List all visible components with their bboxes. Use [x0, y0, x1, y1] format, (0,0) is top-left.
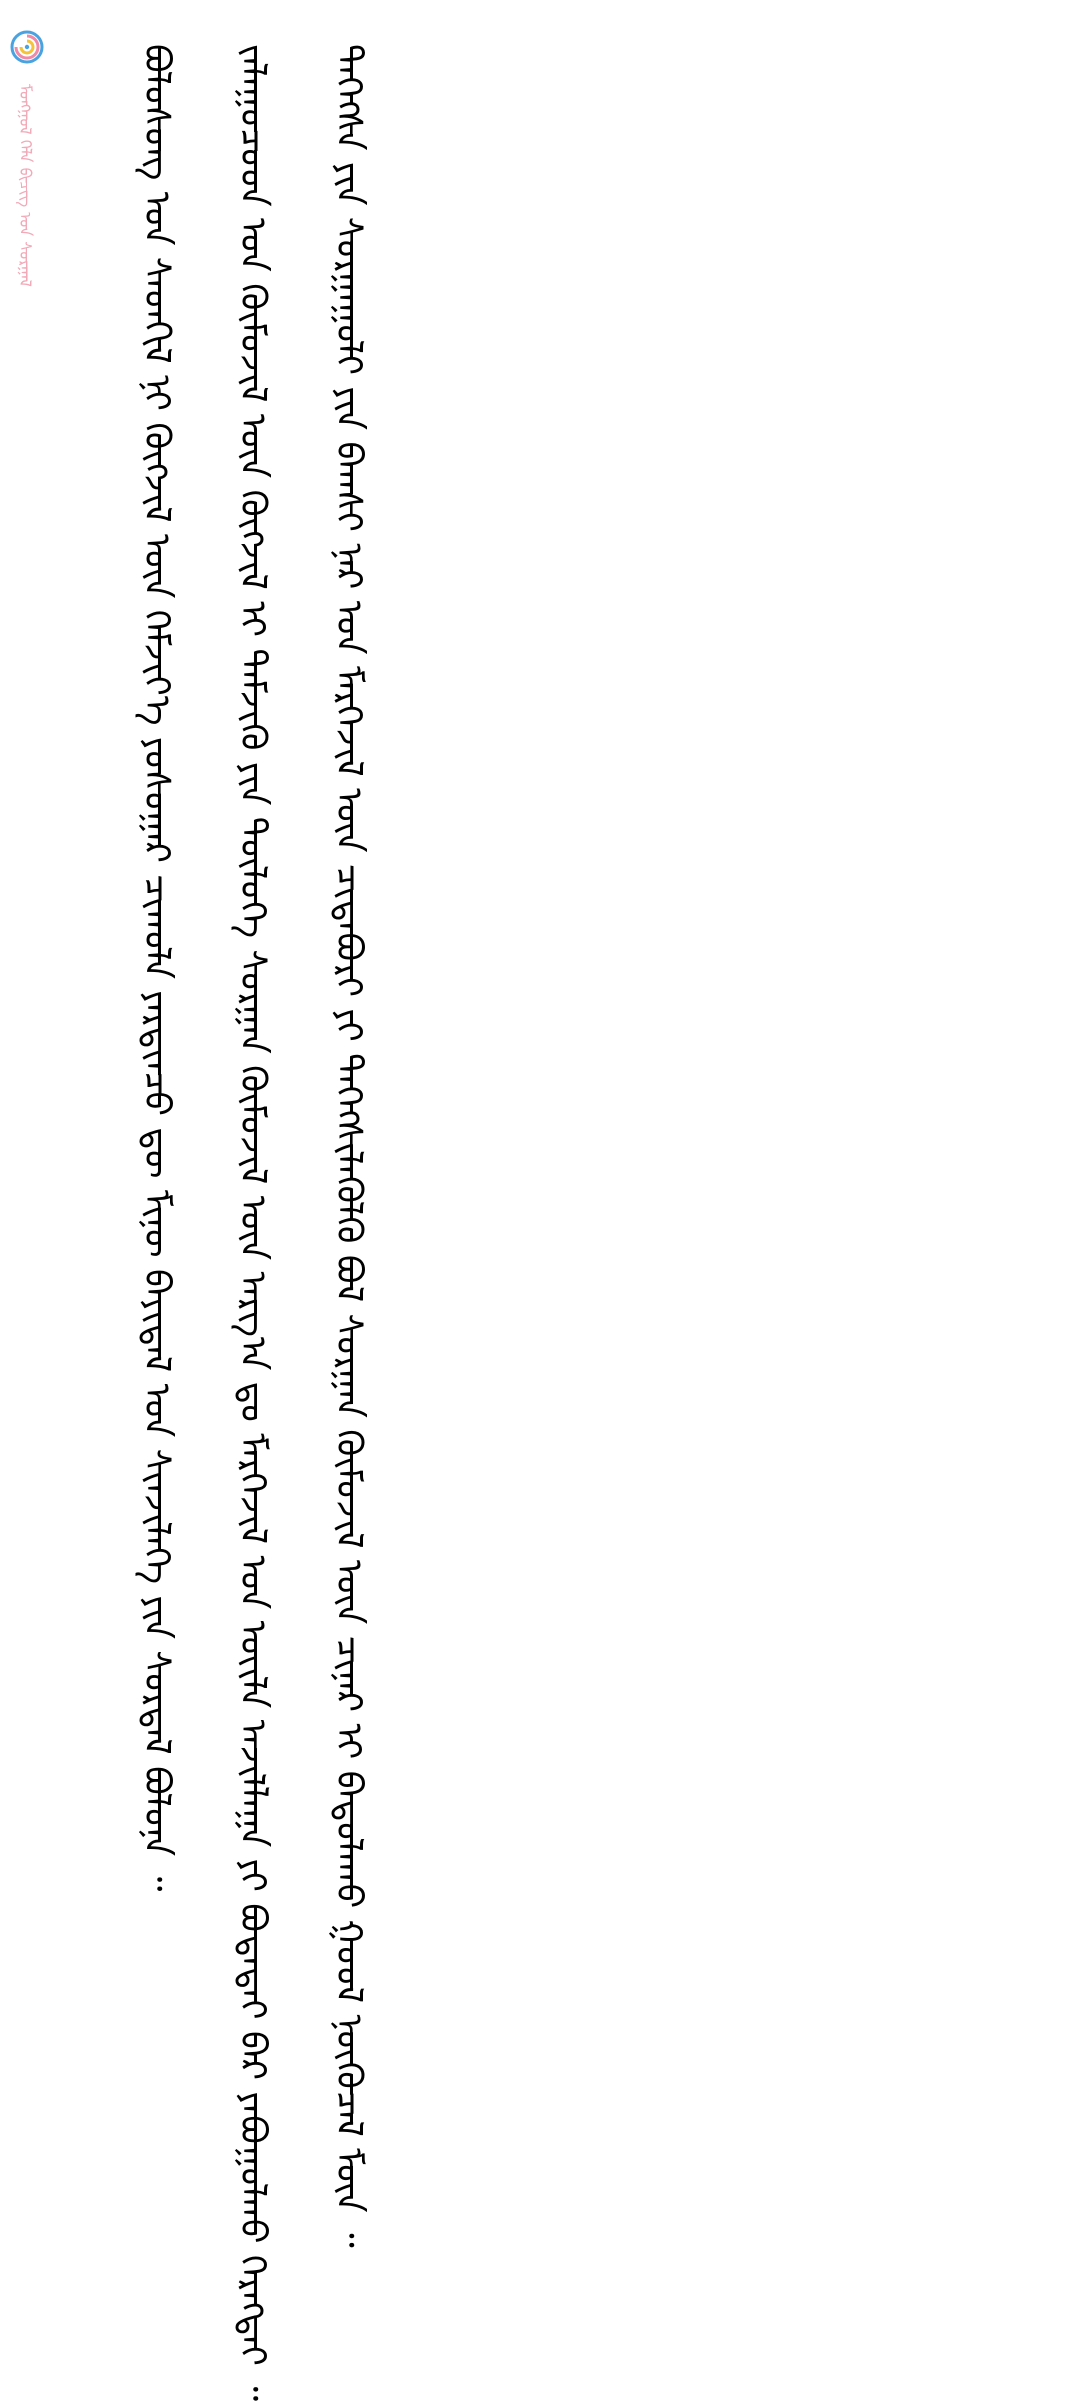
- text-line-2: ᠵᠠᠯᠠᠭᠤᠴᠤᠳ ᠤᠨ ᠬᠦᠮᠦᠵᠢᠯ ᠦᠨ ᠬᠥᠭᠵᠢᠯ ᠢ ᠳᠡᠮᠵᠢᠬᠦ ᠶᠢᠨ ᠲᠥᠯᠦᠭᠡ ᠰᠤᠷᠭᠠᠨ ᠬᠥᠮᠦᠵᠢᠯ ᠦᠨ ᠠᠷᠭ᠎ᠠ ᠳᠤ ᠮᠡᠷᠭᠡᠵᠢᠯ ᠤᠨ ᠦᠢᠯᠡ ᠠᠵᠢᠯᠯᠠᠭᠠ ᠶᠢ ᠪᠣᠳᠠᠲᠠᠢ ᠪᠡᠷ ᠶᠠᠪᠤᠭᠤᠯᠬᠤ ᠬᠡᠷᠡᠭᠲᠡᠢ ᠃: [232, 44, 273, 2401]
- text-line-1: ᠪᠣᠯᠣᠰᠣᠩ ᠤᠨ ᠰᠡᠳᠬᠢᠯ ᠨᠢ ᠬᠥᠭᠵᠢᠯ ᠦᠨ ᠬᠡᠮᠵᠢᠶ᠎ᠡ ᠶᠣᠰᠣᠭᠠᠷ ᠴᠢᠬᠤᠯᠠ ᠶᠡᠷᠲᠢᠨᠴᠦ ᠳᠦ ᠮᠢᠨᠦ᠋ ᠪᠠᠶᠢᠳᠠᠯ ᠤᠨ ᠰᠢᠨᠵᠢᠯᠡᠭᠡ ᠶᠢᠨ ᠰᠤᠷᠲᠠᠯ ᠪᠣᠯᠤᠨᠠ ᠃: [136, 44, 177, 1892]
- watermark-text: ᠮᠣᠩᠭᠣᠯ ᠬᠡᠯᠡ ᠪᠢᠴᠢᠭ ᠤᠨ ᠰᠤᠷᠭᠠᠯ: [16, 84, 35, 287]
- watermark: [4, 26, 48, 426]
- spiral-logo-icon: [10, 30, 44, 64]
- mongolian-text-block: [108, 44, 978, 2401]
- text-line-3: ᠲᠡᠭᠡᠭᠰᠡ ᠶᠢᠨ ᠰᠤᠷᠭᠠᠭᠤᠯᠢ ᠶᠢᠨ ᠪᠠᠭᠰᠢ ᠨᠠᠷ ᠤᠨ ᠮᠡᠷᠭᠡᠵᠢᠯ ᠦᠨ ᠴᠢᠳᠠᠪᠤᠷᠢ ᠶᠢ ᠳᠡᠭᠡᠭᠰᠢᠯᠡᠭᠦᠯᠬᠦ ᠪᠣᠯ ᠰᠤᠷᠭᠠᠨ ᠬᠥᠮᠦᠵᠢᠯ ᠦᠨ ᠴᠢᠨᠠᠷ ᠢ ᠪᠠᠲᠤᠯᠠᠬᠤ ᠭᠣᠣᠯ ᠨᠥᠬᠦᠴᠡᠯ ᠮᠥᠨ ᠃: [328, 44, 369, 2248]
